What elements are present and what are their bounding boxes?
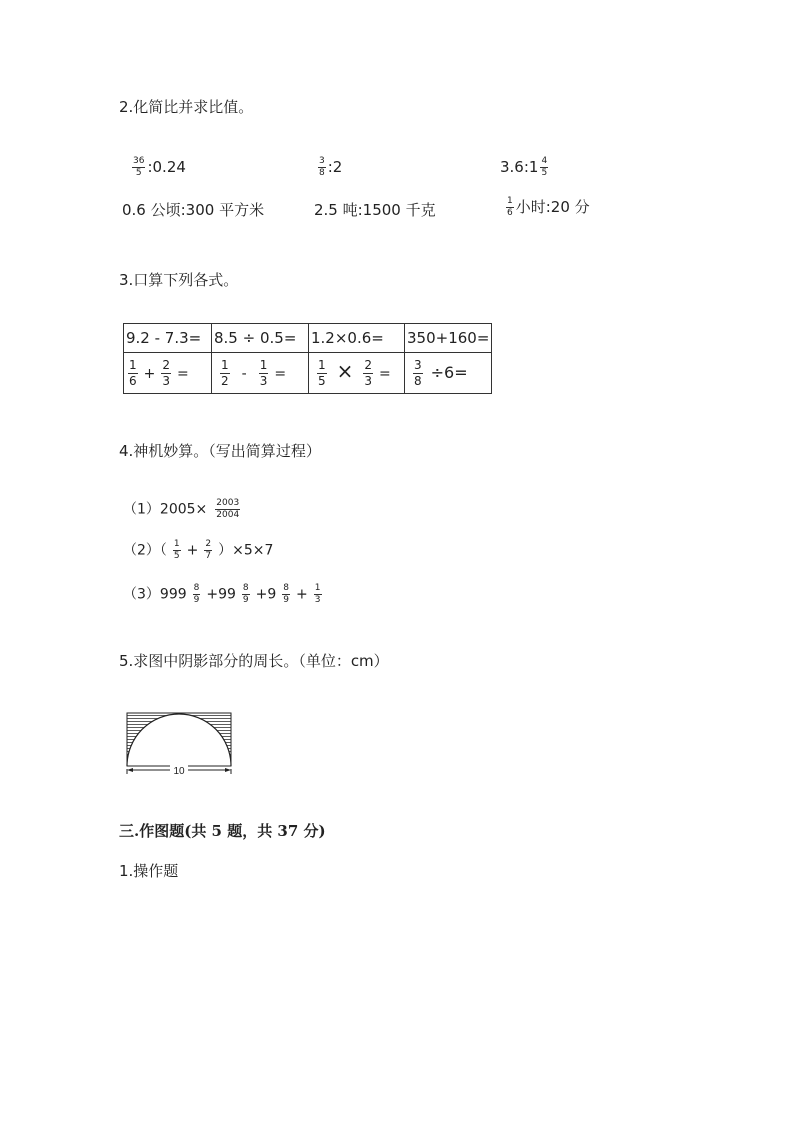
q2-item-2: $\frac{3}{8}$ :2 [319,156,343,178]
q4-part-1: （1）2005× $\frac{2003}{2004}$ [123,498,240,520]
fraction: $\frac{8}{9}$ [193,583,200,605]
fraction: $\frac{1}{6}$ [507,196,513,218]
section-3-title: 三.作图题(共 5 题，共 37 分) [119,822,326,840]
q2-item-1: $\frac{36}{5}$ :0.24 [133,156,186,178]
shaded-semicircle-figure [120,708,238,780]
calc-cell: $\frac{1}{2}$ - $\frac{1}{3}$ = [212,353,309,394]
q2-item-3: 3.6:1 $\frac{4}{5}$ [500,156,548,178]
fraction: $\frac{4}{5}$ [541,156,548,178]
q2-item-5: 2.5 吨:1500 千克 [314,201,436,219]
calc-cell: $\frac{3}{8}$ ÷6= [405,353,492,394]
calc-table [123,323,492,394]
shaded-region [127,713,231,766]
q2-item-4: 0.6 公顷:300 平方米 [122,201,265,219]
q3-title: 3.口算下列各式。 [119,271,239,289]
fraction: $\frac{1}{3}$ [314,583,321,605]
calc-cell: 350+160= [405,324,492,353]
fraction: $\frac{8}{9}$ [283,583,290,605]
calc-cell: 1.2×0.6= [309,324,405,353]
arrow-left-icon [127,768,133,772]
fraction: $\frac{8}{9}$ [242,583,249,605]
q2-title: 2.化简比并求比值。 [119,98,254,116]
q4-title: 4.神机妙算。（写出简算过程） [119,442,321,460]
fraction: $\frac{3}{8}$ [319,156,325,178]
q5-title: 5.求图中阴影部分的周长。（单位：cm） [119,652,389,670]
q4-part-2: （2）（ $\frac{1}{5}$ + $\frac{2}{7}$ ）×5×7 [123,539,274,561]
q4-part-3: （3）999 $\frac{8}{9}$ +99 $\frac{8}{9}$ +9 $\frac{8}{9}$ + $\frac{1}{3}$ [123,583,321,605]
section-3-q1: 1.操作题 [119,862,179,880]
fraction: $\frac{2}{7}$ [205,539,212,561]
calc-cell: $\frac{1}{6}$ + $\frac{2}{3}$ = [124,353,212,394]
q2-item-6: $\frac{1}{6}$ 小时:20 分 [507,196,590,218]
calc-cell: 8.5 ÷ 0.5= [212,324,309,353]
calc-cell: 9.2 - 7.3= [124,324,212,353]
fraction: $\frac{36}{5}$ [133,156,145,178]
calc-cell: $\frac{1}{5}$ × $\frac{2}{3}$ = [309,353,405,394]
fraction: $\frac{2003}{2004}$ [216,498,240,520]
dimension-label: 10 [173,766,185,777]
arrow-right-icon [225,768,231,772]
fraction: $\frac{1}{5}$ [173,539,180,561]
